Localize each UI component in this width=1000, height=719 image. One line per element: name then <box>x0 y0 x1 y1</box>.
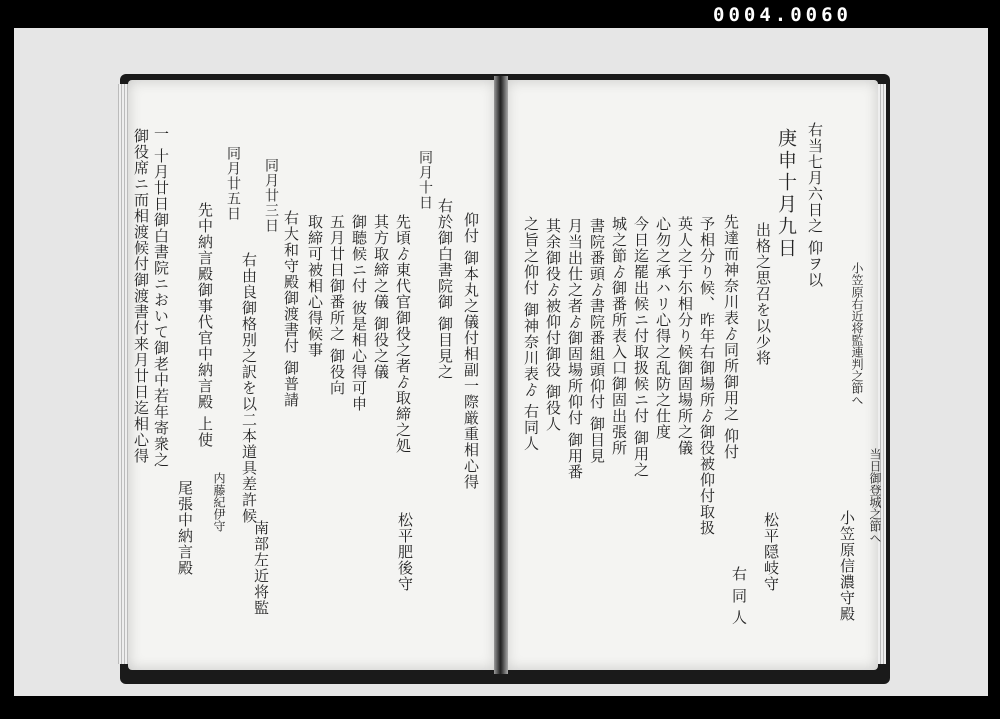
book-gutter <box>494 76 508 674</box>
left-text-column: 先頃ゟ東代官御役之者ゟ取締之処 <box>394 214 412 454</box>
left-text-column: 御聴候ニ付 彼是相心得可申 <box>350 214 368 412</box>
left-signature: 松平肥後守 <box>396 512 414 592</box>
right-text-column: 之旨之仰付 御神奈川表ゟ 右同人 <box>522 216 540 452</box>
left-text-column: 五月廿日御番所之 御役向 <box>328 214 346 396</box>
right-text-column: 書院番頭ゟ書院番組頭仰付 御目見 <box>588 218 606 464</box>
right-text-column: 予相分り候、昨年右御場所ゟ御役被仰付取扱 <box>698 216 716 536</box>
left-text-column: 御役席ニ而相渡候付御渡書付来月廿日迄相心得 <box>132 128 150 464</box>
left-text-column: 先中納言殿御事代官中納言殿 上使 <box>196 202 214 448</box>
left-text-column: 右大和守殿御渡書付 御普請 <box>282 210 300 408</box>
right-text-column: 心勿之承ハリ心得之乱防之仕度 <box>654 216 672 440</box>
microfilm-frame-id: 0004.0060 <box>713 4 852 26</box>
right-text-column: 城之節ゟ御番所表入口御固出張所 <box>610 216 628 456</box>
left-date-heading: 同月十日 <box>417 150 433 210</box>
right-text-column: 英人之于尓相分り候御固場所之儀 <box>676 216 694 456</box>
right-text-column: 今日迄罷出候ニ付取扱候ニ付 御用之 <box>632 216 650 478</box>
right-text-column: 出格之思召を以少将 <box>754 222 772 366</box>
left-date-heading: 同月廿三日 <box>263 158 279 233</box>
right-text-column: 其余御役ゟ被仰付御役 御役人 <box>544 218 562 432</box>
right-margin-note: 当日御登城之節ヘ <box>868 448 882 544</box>
left-date-heading: 同月廿五日 <box>225 146 241 221</box>
right-text-column: 月当出仕之者ゟ御固場所仰付 御用番 <box>566 218 584 480</box>
right-text-column: 小笠原右近将監連判之節へ <box>850 262 864 406</box>
left-text-column: 取締可被相心得候事 <box>306 214 324 358</box>
left-text-column: 其方取締之儀 御役之儀 <box>372 214 390 380</box>
left-signature: 南部左近将監 <box>252 520 270 616</box>
right-text-column: 右当七月六日之 仰ヲ以 <box>806 122 824 288</box>
left-text-column: 右於御白書院御 御目見之 <box>436 198 454 380</box>
right-signature: 小笠原信濃守殿 <box>838 510 856 622</box>
right-signature: 右 同 人 <box>730 566 748 626</box>
right-date-heading: 庚申十月九日 <box>775 128 797 260</box>
left-text-column: 一 十月廿日御白書院ニおいて御老中若年寄衆之 <box>152 126 170 468</box>
left-signature: 尾張中納言殿 <box>176 480 194 576</box>
left-signature: 内藤紀伊守 <box>212 472 226 532</box>
right-text-column: 先達而神奈川表ゟ同所御用之 仰付 <box>722 214 740 460</box>
right-signature: 松平隠岐守 <box>762 512 780 592</box>
left-text-column: 右由良御格別之訳を以二本道具差許候 <box>240 252 258 524</box>
left-text-column: 仰付 御本丸之儀付相副一際厳重相心得 <box>462 212 480 490</box>
